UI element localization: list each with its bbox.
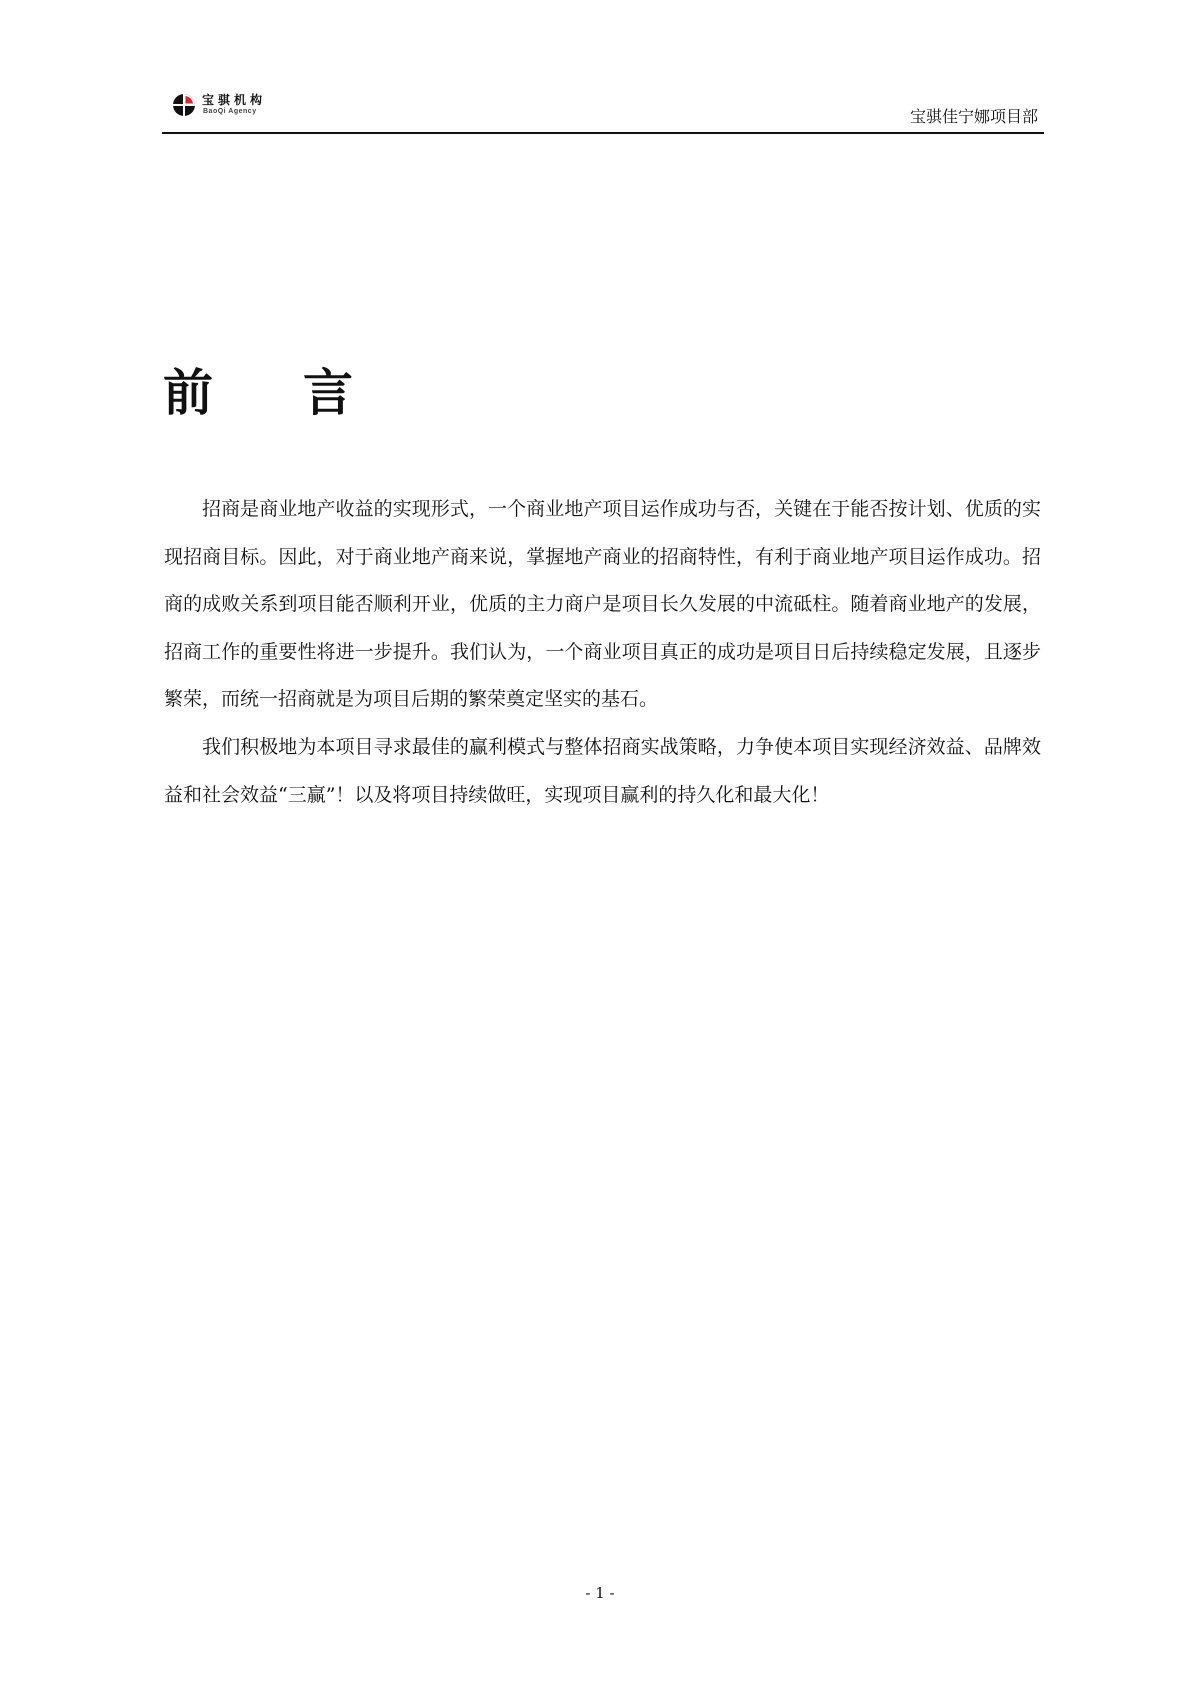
page-header — [162, 86, 1044, 134]
baoqi-logo-icon — [172, 93, 196, 117]
page-number: - 1 - — [585, 1584, 615, 1602]
paragraph: 招商是商业地产收益的实现形式，一个商业地产项目运作成功与否，关键在于能否按计划、优质的实现招商目标。因此，对于商业地产商来说，掌握地产商业的招商特性，有利于商业地产项目运作成功。招商的成败关系到项目能否顺利开业，优质的主力商户是项目长久发展的中流砥柱。随着商业地产的发展，招商工作的重要性将进一步提升。我们认为，一个商业项目真正的成功是项目日后持续稳定发展，且逐步繁荣，而统一招商就是为项目后期的繁荣奠定坚实的基石。 — [164, 498, 1041, 711]
logo-chinese-name: 宝骐机构 — [202, 93, 267, 107]
page-title: 前言 — [163, 364, 443, 422]
project-department-label: 宝骐佳宁娜项目部 — [909, 107, 1038, 126]
logo-english-name: BaoQi Agency — [203, 108, 257, 115]
preface-body — [164, 486, 1041, 819]
paragraph: 我们积极地为本项目寻求最佳的赢利模式与整体招商实战策略，力争使本项目实现经济效益、品牌效益和社会效益“三赢”！以及将项目持续做旺，实现项目赢利的持久化和最大化！ — [164, 735, 1041, 806]
